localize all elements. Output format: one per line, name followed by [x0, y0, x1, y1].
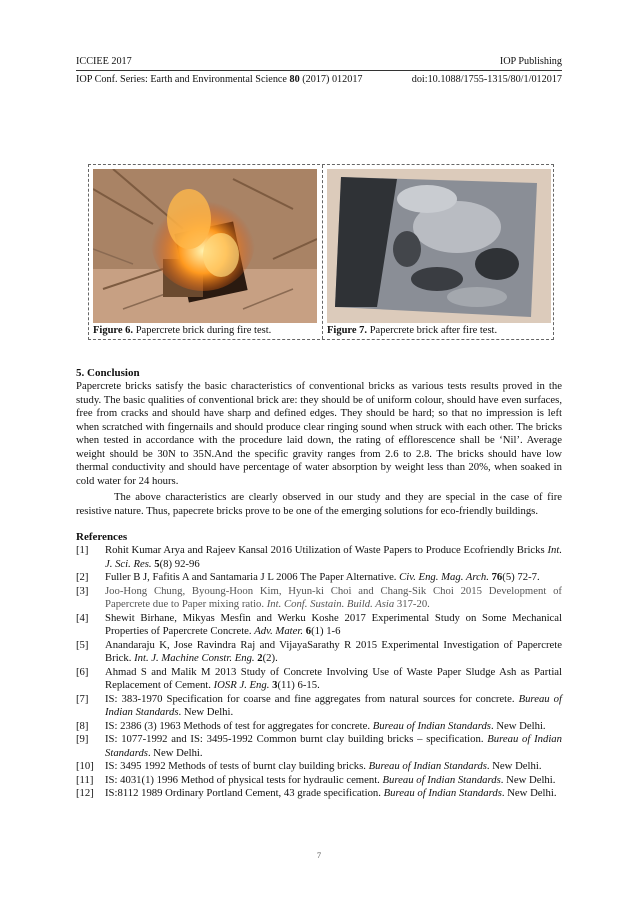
reference-number: [2]: [76, 571, 89, 583]
reference-item: [76, 544, 562, 571]
reference-text: IS: 3495 1992 Methods of tests of burnt clay building bricks. Bureau of Indian Standards. New Delhi.: [105, 760, 542, 772]
reference-item: [76, 585, 562, 612]
reference-number: [3]: [76, 584, 89, 597]
reference-item: [76, 774, 562, 788]
reference-number: [11]: [76, 773, 94, 786]
reference-number: [6]: [76, 665, 89, 678]
reference-text: Ahmad S and Malik M 2013 Study of Concrete Involving Use of Waste Paper Sludge Ash as Partial Replacement of Cement. IOSR J. Eng. 3(11) 6-15.: [105, 665, 562, 691]
figure-divider: [322, 165, 323, 339]
reference-number: [1]: [76, 544, 89, 556]
conclusion-paragraph-1: Papercrete bricks satisfy the basic characteristics of conventional bricks as various tests results proved in the study. The basic qualities of conventional brick are: they should be of uniform colour, should have even surfaces, free from cracks and should have sharp and defined edges. They should be hard; so that no impression is left when scratched with fingernails and should produce clear ringing sound when struck with each other. The bricks when tested in accordance with the procedure laid down, the rating of efflorescence shall be ‘Nil’. Average weight should be 30N to 35N.And the specific gravity ranges from 2.6 to 2.8. The bricks should have low thermal conductivity and should have percentage of water absorption by weight less than 20%, when soaked in cold water for 24 hours.: [76, 380, 562, 487]
reference-item: [76, 612, 562, 639]
reference-text: Anandaraju K, Jose Ravindra Raj and VijayaSarathy R 2015 Experimental Investigation of Papercrete Brick. Int. J. Machine Constr. Eng. 2(2).: [105, 638, 562, 664]
header-rule: [76, 70, 562, 71]
page-number: 7: [316, 850, 322, 860]
reference-item: [76, 760, 562, 774]
reference-text: Rohit Kumar Arya and Rajeev Kansal 2016 Utilization of Waste Papers to Produce Ecofriendly Bricks Int. J. Sci. Res. 5(8) 92-96: [105, 544, 562, 570]
reference-number: [8]: [76, 719, 89, 732]
after-fire-brick-photo: [327, 169, 551, 323]
references-list: [76, 544, 562, 801]
fire-test-photo: [93, 169, 317, 323]
reference-text: IS: 1077-1992 and IS: 3495-1992 Common burnt clay building bricks – specification. Bureau of Indian Standards. New Delhi.: [105, 733, 562, 759]
reference-text: IS: 2386 (3) 1963 Methods of test for aggregates for concrete. Bureau of Indian Standards. New Delhi.: [105, 719, 546, 732]
reference-item: [76, 720, 562, 734]
reference-item: [76, 733, 562, 760]
series-header: [76, 74, 562, 85]
reference-text: Fuller B J, Fafitis A and Santamaria J L 2006 The Paper Alternative. Civ. Eng. Mag. Arch. 76(5) 72-7.: [105, 571, 540, 583]
figure-panel: [88, 164, 554, 340]
publisher-name: IOP Publishing: [499, 56, 562, 67]
reference-item: [76, 639, 562, 666]
reference-number: [12]: [76, 787, 94, 799]
series-citation: IOP Conf. Series: Earth and Environmental Science 80 (2017) 012017: [76, 74, 363, 85]
reference-item: [76, 666, 562, 693]
figure-6-caption: Figure 6. Papercrete brick during fire test.: [93, 325, 272, 336]
reference-number: [5]: [76, 638, 89, 651]
reference-text: IS: 4031(1) 1996 Method of physical tests for hydraulic cement. Bureau of Indian Standards. New Delhi.: [105, 773, 556, 786]
conference-name: ICCIEE 2017: [76, 56, 132, 67]
doi-text: doi:10.1088/1755-1315/80/1/012017: [411, 74, 562, 85]
reference-number: [9]: [76, 733, 89, 745]
reference-text: IS:8112 1989 Ordinary Portland Cement, 43 grade specification. Bureau of Indian Standards. New Delhi.: [105, 787, 557, 799]
conclusion-heading: 5. Conclusion: [76, 367, 140, 379]
figure-7-caption: Figure 7. Papercrete brick after fire test.: [327, 325, 498, 336]
references-heading: References: [76, 531, 128, 543]
reference-item: [76, 571, 562, 585]
reference-number: [7]: [76, 692, 89, 705]
reference-number: [4]: [76, 611, 89, 624]
reference-text: Shewit Birhane, Mikyas Mesfin and Werku Koshe 2017 Experimental Study on Some Mechanical Properties of Papercrete Concrete. Adv. Mater. 6(1) 1-6: [105, 611, 562, 637]
reference-text: Joo-Hong Chung, Byoung-Hoon Kim, Hyun-ki Choi and Chang-Sik Choi 2015 Development of Papercrete due to Paper mixing ratio. Int. Conf. Sustain. Build. Asia 317-20.: [105, 584, 562, 610]
running-header: [76, 56, 562, 67]
conclusion-paragraph-2: The above characteristics are clearly observed in our study and they are special in the case of fire resistive nature. Thus, papecrete bricks prove to be one of the emerging solutions for eco-friendly buildings.: [76, 491, 562, 517]
reference-item: [76, 787, 562, 801]
reference-item: [76, 693, 562, 720]
reference-text: IS: 383-1970 Specification for coarse and fine aggregates from natural sources for concrete. Bureau of Indian Standards. New Delhi.: [105, 692, 562, 718]
reference-number: [10]: [76, 760, 94, 772]
